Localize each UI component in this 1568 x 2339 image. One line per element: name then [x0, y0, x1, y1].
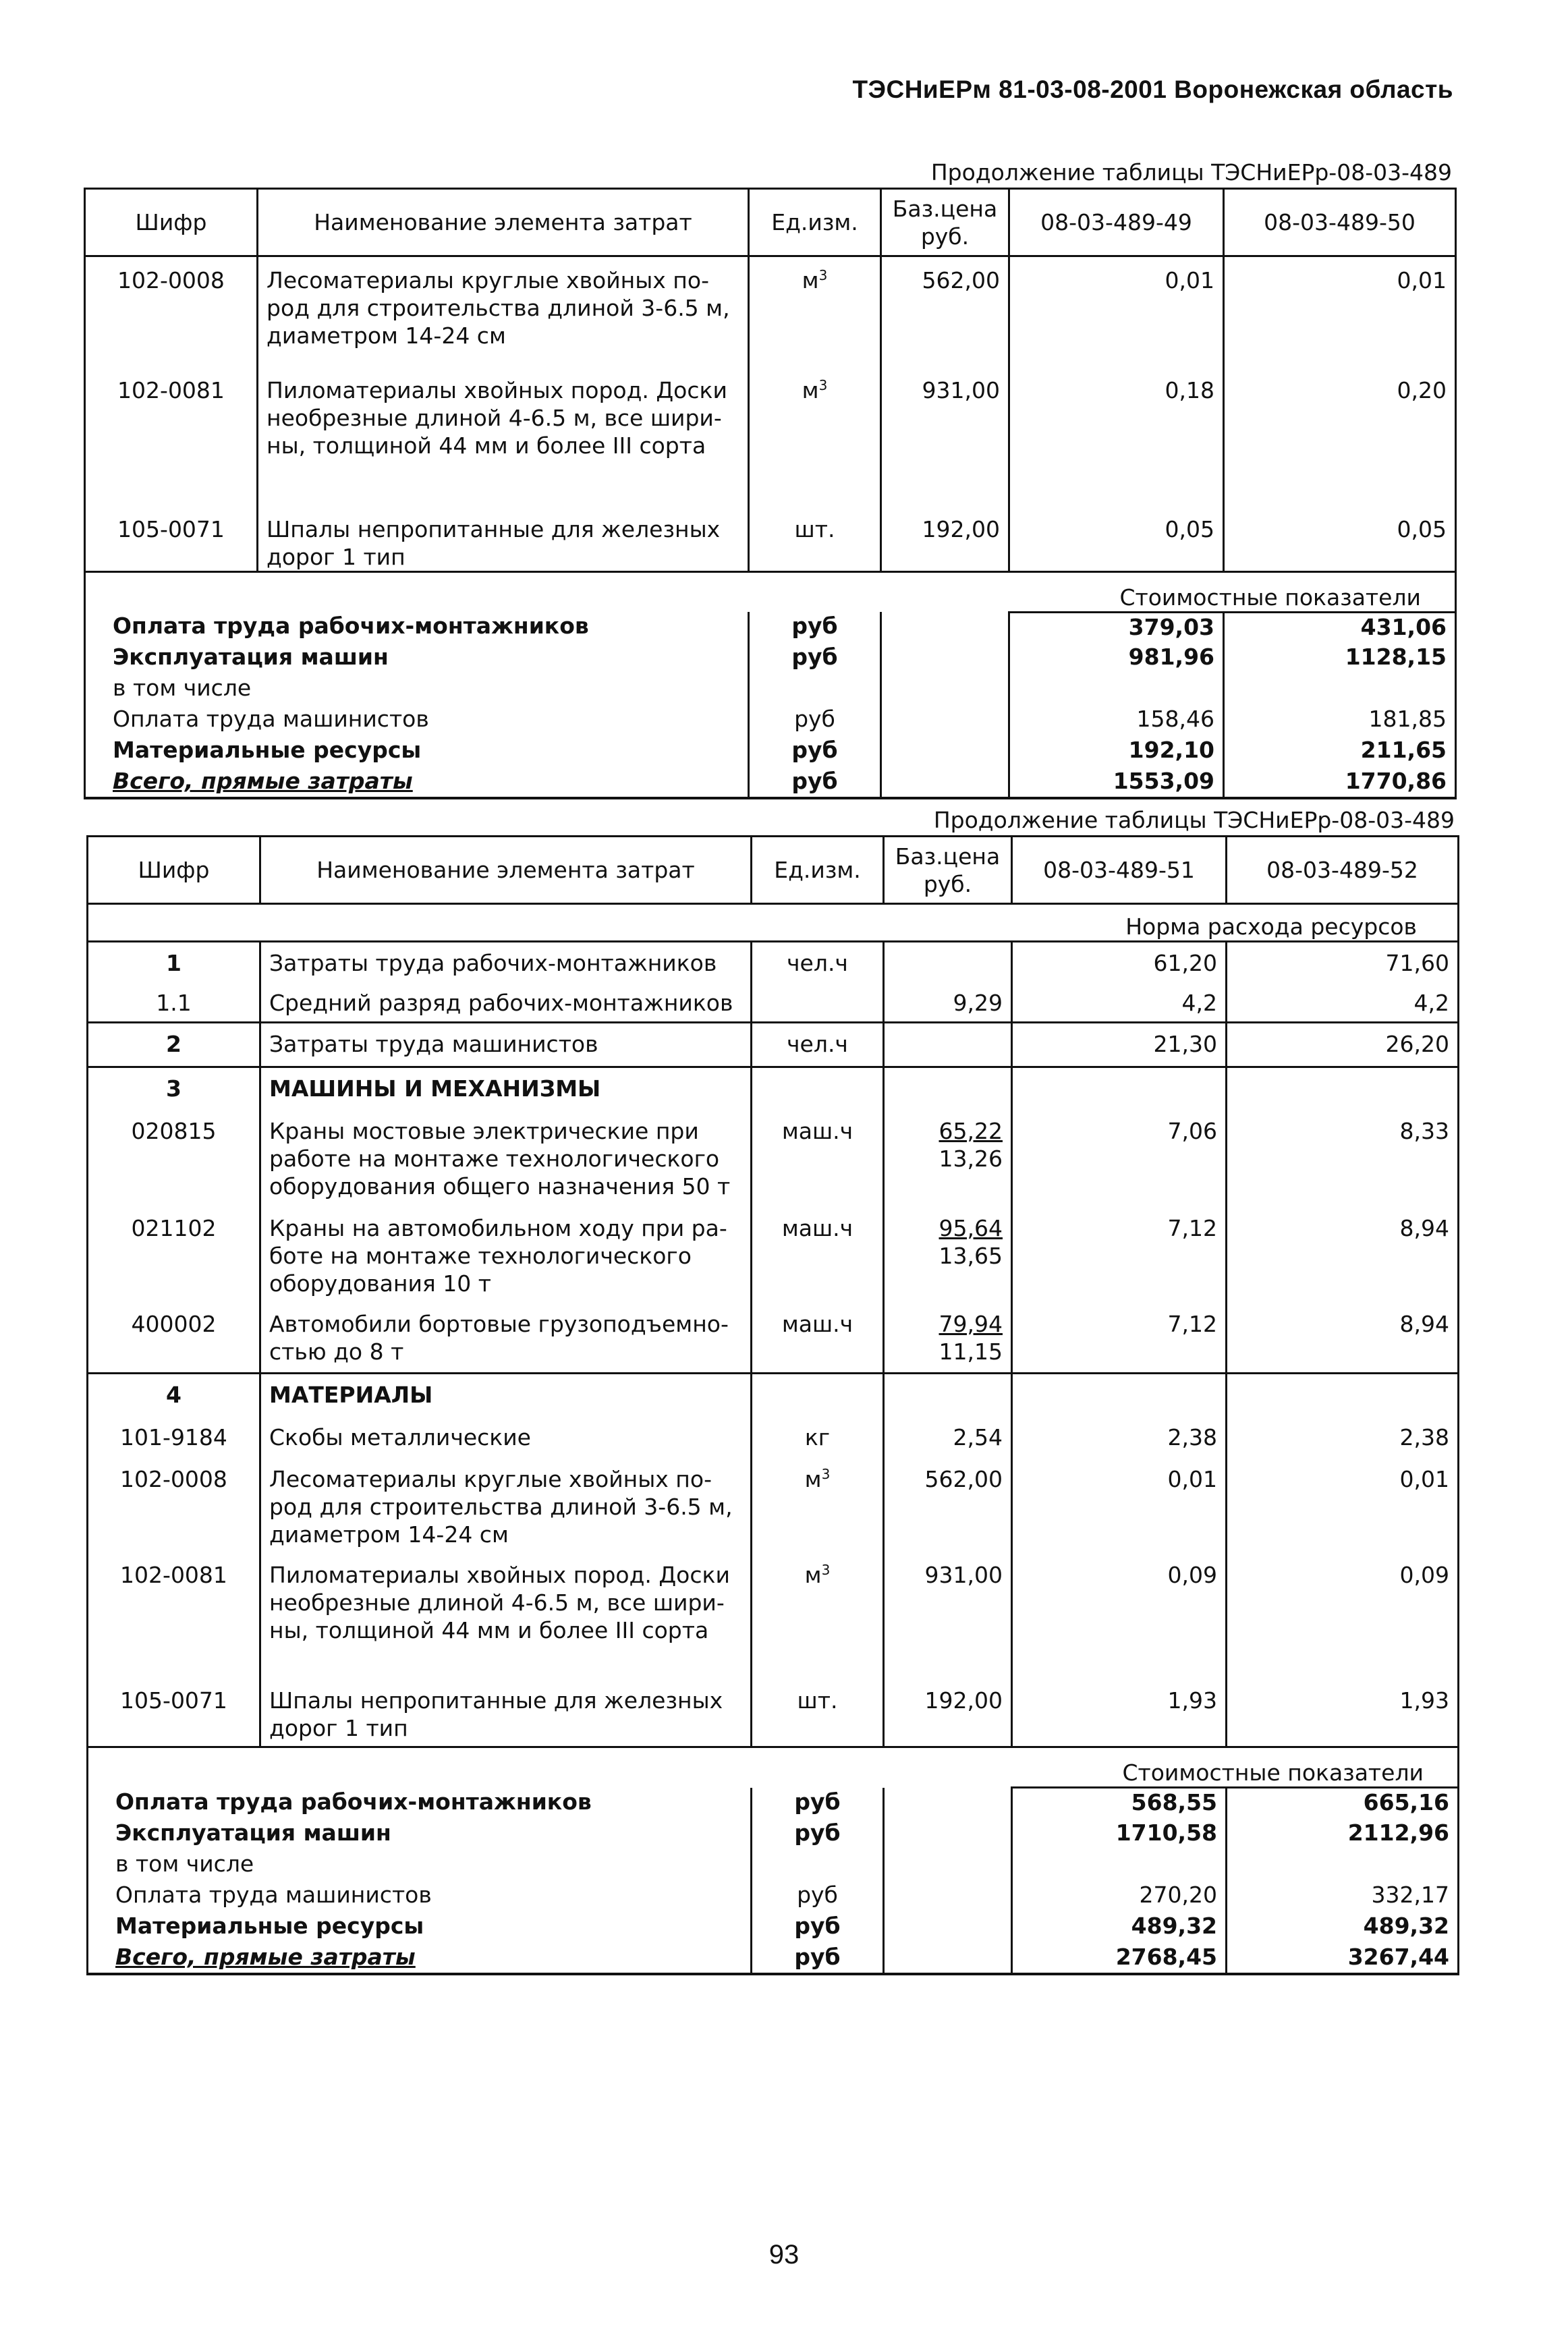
price-cell: [884, 1208, 1012, 1303]
value-cell: 2,38: [1227, 1417, 1459, 1459]
summary-value: 2768,45: [1012, 1943, 1227, 1974]
unit-cell: [752, 1067, 884, 1110]
table-row: [85, 367, 1456, 506]
code-cell: 2: [88, 1023, 260, 1067]
norm-section-label: Норма расхода ресурсов: [88, 904, 1459, 942]
value-cell: 4,2: [1227, 982, 1459, 1023]
table-row: [88, 1374, 1459, 1417]
summary-value: 489,32: [1012, 1912, 1227, 1943]
unit-cell: $м^3$: [752, 1554, 884, 1680]
price-cell: [884, 1067, 1012, 1110]
name-cell: МАТЕРИАЛЫ: [260, 1374, 752, 1417]
superscript: 3: [821, 1465, 831, 1482]
table-row: [88, 1303, 1459, 1374]
summary-row: [85, 674, 1456, 705]
table-row: [88, 1208, 1459, 1303]
table-row: [88, 1023, 1459, 1067]
value-cell: 8,94: [1227, 1208, 1459, 1303]
name-cell: МАШИНЫ И МЕХАНИЗМЫ: [260, 1067, 752, 1110]
name-cell: Затраты труда рабочих-монтажников: [260, 942, 752, 982]
summary-label: Оплата труда рабочих-монтажников: [85, 612, 749, 643]
name-cell: Краны на автомобильном ходу при ра-боте на монтаже технологического оборудования 10 т: [260, 1208, 752, 1303]
summary-unit: руб: [752, 1943, 884, 1974]
name-cell: Краны мостовые электрические при работе на монтаже технологического оборудования общего назначения 50 т: [260, 1110, 752, 1208]
value-cell: [1012, 1067, 1227, 1110]
value-cell: 1,93: [1012, 1680, 1227, 1747]
table2-header: [88, 837, 1459, 904]
name-cell: Лесоматериалы круглые хвойных по-род для строительства длиной 3-6.5 м, диаметром 14-24 см: [258, 256, 749, 367]
table-row: [88, 1110, 1459, 1208]
summary-unit: руб: [749, 736, 881, 767]
summary-price-empty: [884, 1943, 1012, 1974]
summary-label: Всего, прямые затраты: [88, 1943, 752, 1974]
summary-label: в том числе: [85, 674, 749, 705]
summary-value: 431,06: [1224, 612, 1456, 643]
unit-cell: $м^3$: [749, 256, 881, 367]
summary-value: [1012, 1850, 1227, 1881]
summary-price-empty: [884, 1788, 1012, 1819]
value-cell: 0,01: [1224, 256, 1456, 367]
name-cell: Затраты труда машинистов: [260, 1023, 752, 1067]
summary-price-empty: [881, 674, 1009, 705]
summary-value: [1224, 674, 1456, 705]
price-cell: 562,00: [881, 256, 1009, 367]
summary-value: 181,85: [1224, 705, 1456, 736]
summary-value: 192,10: [1009, 736, 1224, 767]
summary-value: 158,46: [1009, 705, 1224, 736]
unit-cell: шт.: [752, 1680, 884, 1747]
unit-cell: [752, 1374, 884, 1417]
table1-caption: Продолжение таблицы ТЭСНиЕРр-08-03-489: [930, 159, 1452, 186]
price-cell: 192,00: [881, 506, 1009, 572]
summary-unit: руб: [749, 612, 881, 643]
table-row: [88, 1459, 1459, 1554]
unit-cell: кг: [752, 1417, 884, 1459]
summary-unit: руб: [752, 1788, 884, 1819]
name-cell: Автомобили бортовые грузоподъемно-стью до 8 т: [260, 1303, 752, 1374]
summary-price-empty: [884, 1881, 1012, 1912]
summary-row: [85, 767, 1456, 798]
table-row: [88, 982, 1459, 1023]
price-cell: 931,00: [881, 367, 1009, 506]
code-cell: 101-9184: [88, 1417, 260, 1459]
summary-row: [88, 1912, 1459, 1943]
table-row: [85, 506, 1456, 572]
value-cell: 0,01: [1009, 256, 1224, 367]
name-cell: Скобы металлические: [260, 1417, 752, 1459]
summary-row: [88, 1850, 1459, 1881]
summary-row: [85, 612, 1456, 643]
unit-cell: маш.ч: [752, 1208, 884, 1303]
code-cell: 1: [88, 942, 260, 982]
code-cell: 1.1: [88, 982, 260, 1023]
summary-value: 270,20: [1012, 1881, 1227, 1912]
code-cell: 102-0081: [85, 367, 258, 506]
summary-price-empty: [881, 705, 1009, 736]
price-cell: 2,54: [884, 1417, 1012, 1459]
value-cell: 8,94: [1227, 1303, 1459, 1374]
col-header-v2: 08-03-489-50: [1224, 189, 1456, 256]
summary-label: Эксплуатация машин: [88, 1819, 752, 1850]
section-row: [85, 571, 1456, 612]
price-main: 95,64: [939, 1214, 1003, 1241]
col-header-v1: 08-03-489-49: [1009, 189, 1224, 256]
section-row: [88, 1747, 1459, 1788]
unit-cell: маш.ч: [752, 1303, 884, 1374]
table1: [84, 188, 1457, 799]
value-cell: 0,09: [1012, 1554, 1227, 1680]
table-row: [88, 1680, 1459, 1747]
code-cell: 400002: [88, 1303, 260, 1374]
price-cell: [884, 1303, 1012, 1374]
unit-cell: $м^3$: [752, 1459, 884, 1554]
price-secondary: 13,65: [939, 1242, 1003, 1269]
name-cell: Лесоматериалы круглые хвойных по-род для строительства длиной 3-6.5 м, диаметром 14-24 см: [260, 1459, 752, 1554]
name-cell: Шпалы непропитанные для железных дорог 1 тип: [260, 1680, 752, 1747]
summary-value: 981,96: [1009, 643, 1224, 674]
col-header-price: Баз.цена руб.: [881, 189, 1009, 256]
table-row: [85, 256, 1456, 367]
summary-value: 3267,44: [1227, 1943, 1459, 1974]
value-cell: 2,38: [1012, 1417, 1227, 1459]
summary-label: Всего, прямые затраты: [85, 767, 749, 798]
summary-value: 332,17: [1227, 1881, 1459, 1912]
superscript: 3: [821, 1561, 831, 1578]
cost-section-label: Стоимостные показатели: [88, 1747, 1459, 1788]
value-cell: 7,12: [1012, 1208, 1227, 1303]
summary-unit: руб: [749, 767, 881, 798]
table2: [86, 835, 1459, 1975]
value-cell: 61,20: [1012, 942, 1227, 982]
cost-section-label: Стоимостные показатели: [85, 571, 1456, 612]
col-header-unit: Ед.изм.: [752, 837, 884, 904]
summary-label: Оплата труда рабочих-монтажников: [88, 1788, 752, 1819]
value-cell: 0,01: [1012, 1459, 1227, 1554]
table-row: [88, 942, 1459, 982]
summary-price-empty: [884, 1819, 1012, 1850]
table2-body: [88, 942, 1459, 1747]
summary-value: 489,32: [1227, 1912, 1459, 1943]
unit-cell: чел.ч: [752, 1023, 884, 1067]
col-header-code: Шифр: [85, 189, 258, 256]
price-cell: [884, 1023, 1012, 1067]
summary-label: Оплата труда машинистов: [85, 705, 749, 736]
summary-unit: [752, 1850, 884, 1881]
summary-row: [88, 1788, 1459, 1819]
value-cell: 21,30: [1012, 1023, 1227, 1067]
summary-label: Материальные ресурсы: [88, 1912, 752, 1943]
summary-row: [85, 705, 1456, 736]
value-cell: 0,05: [1009, 506, 1224, 572]
superscript: 3: [818, 376, 828, 393]
summary-value: 211,65: [1224, 736, 1456, 767]
summary-label: в том числе: [88, 1850, 752, 1881]
summary-label: Оплата труда машинистов: [88, 1881, 752, 1912]
table1-body: [85, 256, 1456, 572]
price-cell: 931,00: [884, 1554, 1012, 1680]
value-cell: 0,05: [1224, 506, 1456, 572]
col-header-v2: 08-03-489-52: [1227, 837, 1459, 904]
summary-row: [88, 1943, 1459, 1974]
price-cell: 192,00: [884, 1680, 1012, 1747]
unit-cell: маш.ч: [752, 1110, 884, 1208]
summary-label: Материальные ресурсы: [85, 736, 749, 767]
table2-caption: Продолжение таблицы ТЭСНиЕРр-08-03-489: [933, 807, 1455, 833]
summary-value: 379,03: [1009, 612, 1224, 643]
price-cell: 562,00: [884, 1459, 1012, 1554]
table1-summary: [85, 571, 1456, 798]
table1-header: [85, 189, 1456, 256]
code-cell: 102-0008: [85, 256, 258, 367]
name-cell: Шпалы непропитанные для железных дорог 1 тип: [258, 506, 749, 572]
summary-unit: руб: [752, 1881, 884, 1912]
summary-value: 1770,86: [1224, 767, 1456, 798]
unit-cell: [752, 982, 884, 1023]
name-cell: Пиломатериалы хвойных пород. Доски необрезные длиной 4-6.5 м, все шири-ны, толщиной 44 мм и более III сорта: [260, 1554, 752, 1680]
superscript: 3: [818, 267, 828, 283]
table-row: [88, 1417, 1459, 1459]
summary-value: 568,55: [1012, 1788, 1227, 1819]
price-cell: [884, 1110, 1012, 1208]
summary-row: [85, 643, 1456, 674]
col-header-v1: 08-03-489-51: [1012, 837, 1227, 904]
summary-price-empty: [881, 612, 1009, 643]
summary-unit: руб: [752, 1912, 884, 1943]
col-header-code: Шифр: [88, 837, 260, 904]
code-cell: 4: [88, 1374, 260, 1417]
summary-label: Эксплуатация машин: [85, 643, 749, 674]
value-cell: [1012, 1374, 1227, 1417]
col-header-name: Наименование элемента затрат: [260, 837, 752, 904]
summary-value: 665,16: [1227, 1788, 1459, 1819]
price-main: 79,94: [939, 1310, 1003, 1337]
price-cell: [884, 942, 1012, 982]
code-cell: 3: [88, 1067, 260, 1110]
name-cell: Средний разряд рабочих-монтажников: [260, 982, 752, 1023]
code-cell: 102-0008: [88, 1459, 260, 1554]
summary-unit: руб: [752, 1819, 884, 1850]
value-cell: 7,06: [1012, 1110, 1227, 1208]
table-row: [88, 1554, 1459, 1680]
value-cell: 7,12: [1012, 1303, 1227, 1374]
code-cell: 102-0081: [88, 1554, 260, 1680]
col-header-price: Баз.цена руб.: [884, 837, 1012, 904]
value-cell: [1227, 1374, 1459, 1417]
unit-cell: чел.ч: [752, 942, 884, 982]
summary-row: [88, 1881, 1459, 1912]
summary-unit: руб: [749, 705, 881, 736]
summary-value: 1553,09: [1009, 767, 1224, 798]
value-cell: 0,09: [1227, 1554, 1459, 1680]
col-header-name: Наименование элемента затрат: [258, 189, 749, 256]
summary-value: 1128,15: [1224, 643, 1456, 674]
value-cell: 1,93: [1227, 1680, 1459, 1747]
table-row: [88, 1067, 1459, 1110]
summary-unit: [749, 674, 881, 705]
summary-row: [85, 736, 1456, 767]
table2-summary: [88, 1747, 1459, 1974]
summary-unit: руб: [749, 643, 881, 674]
summary-value: [1227, 1850, 1459, 1881]
unit-cell: шт.: [749, 506, 881, 572]
value-cell: 4,2: [1012, 982, 1227, 1023]
value-cell: 26,20: [1227, 1023, 1459, 1067]
value-cell: 8,33: [1227, 1110, 1459, 1208]
code-cell: 020815: [88, 1110, 260, 1208]
name-cell: Пиломатериалы хвойных пород. Доски необрезные длиной 4-6.5 м, все шири-ны, толщиной 44 мм и более III сорта: [258, 367, 749, 506]
price-secondary: 11,15: [939, 1338, 1003, 1365]
value-cell: 0,18: [1009, 367, 1224, 506]
price-cell: [884, 1374, 1012, 1417]
code-cell: 021102: [88, 1208, 260, 1303]
value-cell: 0,20: [1224, 367, 1456, 506]
price-cell: 9,29: [884, 982, 1012, 1023]
summary-value: 2112,96: [1227, 1819, 1459, 1850]
summary-value: 1710,58: [1012, 1819, 1227, 1850]
col-header-unit: Ед.изм.: [749, 189, 881, 256]
summary-value: [1009, 674, 1224, 705]
unit-cell: $м^3$: [749, 367, 881, 506]
table2-norm-section: [88, 904, 1459, 942]
summary-price-empty: [881, 643, 1009, 674]
code-cell: 105-0071: [85, 506, 258, 572]
summary-price-empty: [884, 1850, 1012, 1881]
value-cell: 71,60: [1227, 942, 1459, 982]
code-cell: 105-0071: [88, 1680, 260, 1747]
document-title: ТЭСНиЕРм 81-03-08-2001 Воронежская область: [852, 76, 1453, 103]
price-secondary: 13,26: [939, 1145, 1003, 1172]
summary-price-empty: [881, 767, 1009, 798]
price-main: 65,22: [939, 1117, 1003, 1144]
summary-price-empty: [884, 1912, 1012, 1943]
summary-price-empty: [881, 736, 1009, 767]
value-cell: 0,01: [1227, 1459, 1459, 1554]
value-cell: [1227, 1067, 1459, 1110]
summary-row: [88, 1819, 1459, 1850]
page-number: 93: [768, 2240, 800, 2270]
